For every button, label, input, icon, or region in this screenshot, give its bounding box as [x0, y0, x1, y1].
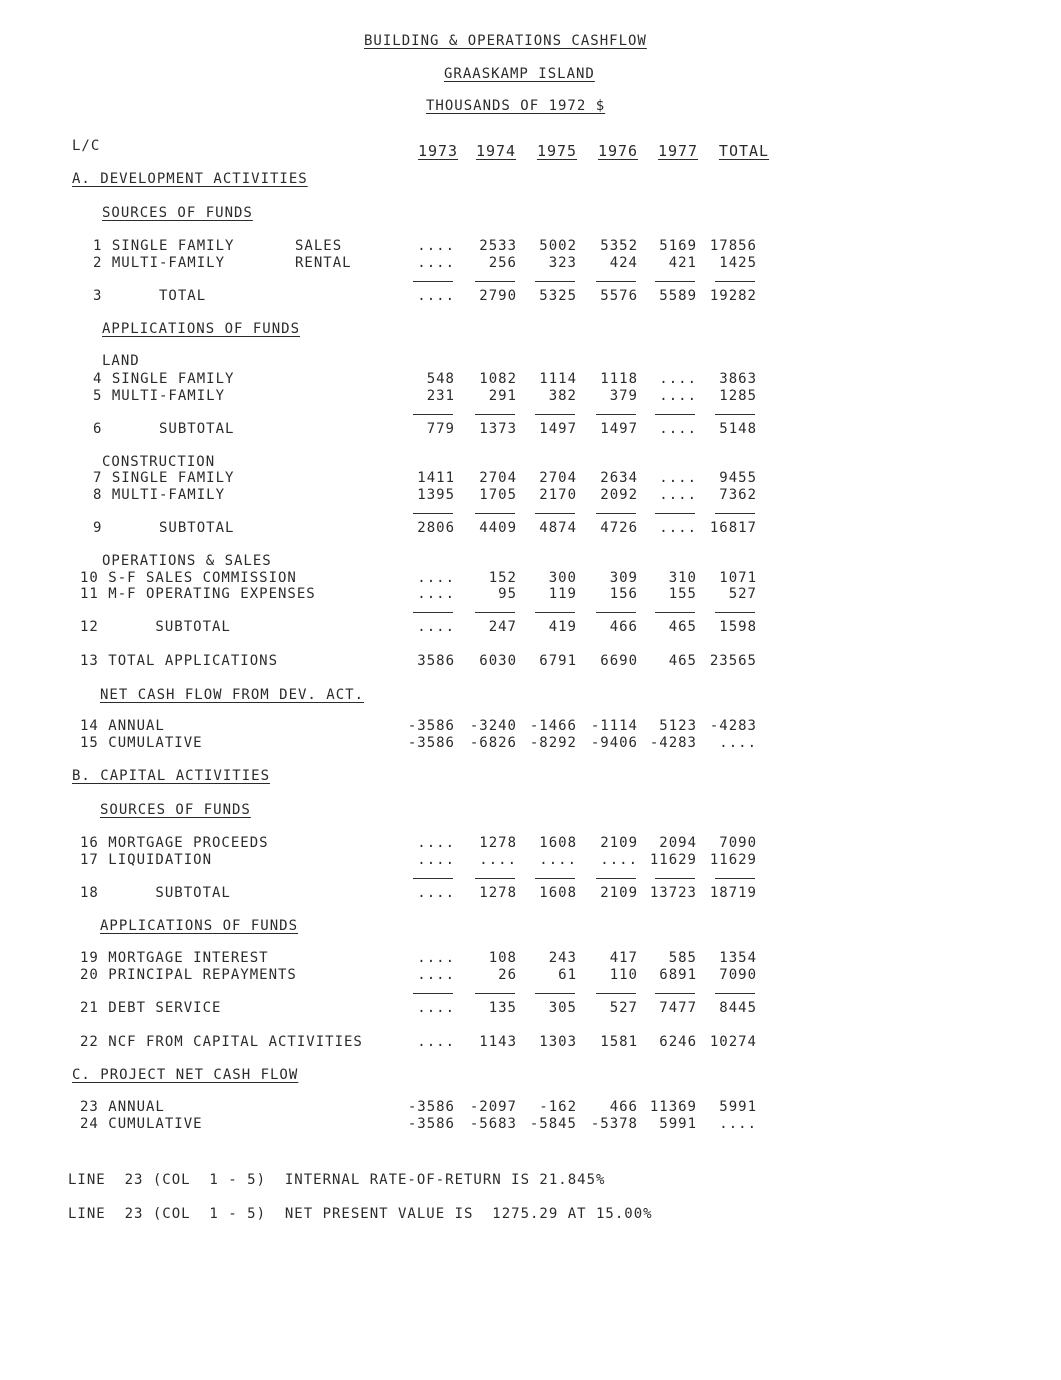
cell-row5-col1: 231: [426, 388, 455, 404]
sum-rule: [596, 281, 636, 282]
units-label: THOUSANDS OF 1972 $: [426, 98, 606, 114]
cell-row2-col5: 421: [668, 255, 697, 271]
row-12-label: 12 SUBTOTAL: [80, 619, 231, 635]
cell-row12-col2: 247: [488, 619, 517, 635]
row-16-label: 16 MORTGAGE PROCEEDS: [80, 835, 269, 851]
row-18-label: 18 SUBTOTAL: [80, 885, 231, 901]
cell-row11-col2: 95: [498, 586, 517, 602]
cell-row24-col4: -5378: [590, 1116, 638, 1132]
cell-row10-col6: 1071: [719, 570, 757, 586]
dev-applications-heading: APPLICATIONS OF FUNDS: [102, 321, 301, 337]
sum-rule: [535, 993, 575, 994]
cell-row8-col2: 1705: [479, 487, 517, 503]
cell-row13-col2: 6030: [479, 653, 517, 669]
sum-rule: [715, 513, 755, 514]
cell-row15-col2: -6826: [469, 735, 517, 751]
cell-row4-col2: 1082: [479, 371, 517, 387]
cell-row8-col6: 7362: [719, 487, 757, 503]
row-24-label: 24 CUMULATIVE: [80, 1116, 203, 1132]
cell-row3-col2: 2790: [479, 288, 517, 304]
cell-row3-col4: 5576: [600, 288, 638, 304]
sum-rule: [475, 612, 515, 613]
cell-row18-col1: ....: [417, 885, 455, 901]
lc-header: L/C: [72, 138, 101, 154]
row-6-label: 6 SUBTOTAL: [93, 421, 235, 437]
row-1-label: 1 SINGLE FAMILY: [93, 238, 235, 254]
cell-row23-col2: -2097: [469, 1099, 517, 1115]
cell-row13-col1: 3586: [417, 653, 455, 669]
row-20-label: 20 PRINCIPAL REPAYMENTS: [80, 967, 297, 983]
cell-row18-col2: 1278: [479, 885, 517, 901]
cell-row12-col1: ....: [417, 619, 455, 635]
cell-row3-col5: 5589: [659, 288, 697, 304]
sum-rule: [715, 878, 755, 879]
cell-row11-col4: 156: [609, 586, 638, 602]
cell-row10-col5: 310: [668, 570, 697, 586]
document-title: BUILDING & OPERATIONS CASHFLOW: [364, 33, 647, 49]
sum-rule: [715, 612, 755, 613]
row-3-label: 3 TOTAL: [93, 288, 207, 304]
sum-rule: [596, 612, 636, 613]
cell-row9-col2: 4409: [479, 520, 517, 536]
total-header: TOTAL: [718, 142, 770, 160]
cell-row7-col5: ....: [659, 470, 697, 486]
cell-row7-col6: 9455: [719, 470, 757, 486]
section-b-heading-text: B. CAPITAL ACTIVITIES: [72, 768, 271, 784]
section-b-heading: [72, 768, 270, 784]
net-cash-flow-heading: NET CASH FLOW FROM DEV. ACT.: [100, 687, 365, 703]
cell-row5-col6: 1285: [719, 388, 757, 404]
cell-row7-col3: 2704: [539, 470, 577, 486]
year-header-1973: 1973: [417, 142, 459, 160]
cell-row14-col1: -3586: [407, 718, 455, 734]
sum-rule: [413, 281, 453, 282]
cell-row14-col4: -1114: [590, 718, 638, 734]
cell-row11-col5: 155: [668, 586, 697, 602]
sum-rule: [475, 878, 515, 879]
sum-rule: [596, 878, 636, 879]
sum-rule: [535, 414, 575, 415]
year-header-1976: 1976: [597, 142, 639, 160]
cell-row6-col5: ....: [659, 421, 697, 437]
cell-row14-col6: -4283: [709, 718, 757, 734]
sum-rule: [715, 414, 755, 415]
cell-row1-col5: 5169: [659, 238, 697, 254]
cell-row20-col2: 26: [498, 967, 517, 983]
cell-row5-col5: ....: [659, 388, 697, 404]
cell-row1-col3: 5002: [539, 238, 577, 254]
sum-rule: [475, 281, 515, 282]
cell-row11-col6: 527: [728, 586, 757, 602]
cell-row13-col3: 6791: [539, 653, 577, 669]
row-10-label: 10 S-F SALES COMMISSION: [80, 570, 297, 586]
cell-row14-col3: -1466: [529, 718, 577, 734]
cell-row12-col6: 1598: [719, 619, 757, 635]
cell-row19-col5: 585: [668, 950, 697, 966]
sum-rule: [535, 281, 575, 282]
sum-rule: [655, 414, 695, 415]
sum-rule: [413, 513, 453, 514]
cell-row6-col1: 779: [426, 421, 455, 437]
cell-row7-col2: 2704: [479, 470, 517, 486]
sum-rule: [535, 513, 575, 514]
cell-row21-col4: 527: [609, 1000, 638, 1016]
cell-row20-col4: 110: [609, 967, 638, 983]
cell-row24-col1: -3586: [407, 1116, 455, 1132]
row-5-label: 5 MULTI-FAMILY: [93, 388, 226, 404]
cell-row18-col4: 2109: [600, 885, 638, 901]
row-2-label: 2 MULTI-FAMILY: [93, 255, 226, 271]
cell-row22-col3: 1303: [539, 1034, 577, 1050]
cell-row5-col4: 379: [609, 388, 638, 404]
cell-row15-col5: -4283: [649, 735, 697, 751]
cell-row6-col3: 1497: [539, 421, 577, 437]
cell-row1-col6: 17856: [709, 238, 757, 254]
sum-rule: [475, 414, 515, 415]
row-7-label: 7 SINGLE FAMILY: [93, 470, 235, 486]
cell-row10-col2: 152: [488, 570, 517, 586]
cell-row23-col1: -3586: [407, 1099, 455, 1115]
cell-row1-col2: 2533: [479, 238, 517, 254]
cell-row21-col2: 135: [488, 1000, 517, 1016]
cell-row13-col5: 465: [668, 653, 697, 669]
cell-row19-col4: 417: [609, 950, 638, 966]
year-header-1974: 1974: [475, 142, 517, 160]
cell-row9-col5: ....: [659, 520, 697, 536]
cell-row21-col6: 8445: [719, 1000, 757, 1016]
document-subtitle: GRAASKAMP ISLAND: [444, 66, 595, 82]
sum-rule: [413, 993, 453, 994]
cell-row20-col1: ....: [417, 967, 455, 983]
cell-row16-col5: 2094: [659, 835, 697, 851]
cell-row18-col5: 13723: [649, 885, 697, 901]
cell-row13-col4: 6690: [600, 653, 638, 669]
cell-row12-col3: 419: [548, 619, 577, 635]
cell-row4-col5: ....: [659, 371, 697, 387]
cell-row20-col5: 6891: [659, 967, 697, 983]
cell-row9-col4: 4726: [600, 520, 638, 536]
cell-row4-col3: 1114: [539, 371, 577, 387]
cell-row4-col1: 548: [426, 371, 455, 387]
capital-applications-heading: APPLICATIONS OF FUNDS: [100, 918, 299, 934]
cell-row22-col6: 10274: [709, 1034, 757, 1050]
cell-row2-col6: 1425: [719, 255, 757, 271]
cell-row12-col4: 466: [609, 619, 638, 635]
section-c-heading: [72, 1067, 298, 1083]
cell-row17-col4: ....: [600, 852, 638, 868]
cell-row7-col4: 2634: [600, 470, 638, 486]
sum-rule: [655, 878, 695, 879]
cell-row19-col6: 1354: [719, 950, 757, 966]
sum-rule: [596, 513, 636, 514]
row-1-label2: SALES: [295, 238, 343, 254]
cell-row1-col1: ....: [417, 238, 455, 254]
sum-rule: [413, 878, 453, 879]
row-17-label: 17 LIQUIDATION: [80, 852, 213, 868]
sum-rule: [596, 414, 636, 415]
year-header-1975: 1975: [536, 142, 578, 160]
cell-row19-col1: ....: [417, 950, 455, 966]
year-header-1977: 1977: [657, 142, 699, 160]
cell-row2-col2: 256: [488, 255, 517, 271]
cell-row15-col4: -9406: [590, 735, 638, 751]
sum-rule: [715, 281, 755, 282]
cell-row2-col1: ....: [417, 255, 455, 271]
dev-sources-heading: SOURCES OF FUNDS: [102, 205, 253, 221]
cell-row5-col3: 382: [548, 388, 577, 404]
sum-rule: [413, 414, 453, 415]
cell-row11-col3: 119: [548, 586, 577, 602]
cell-row6-col6: 5148: [719, 421, 757, 437]
cell-row18-col6: 18719: [709, 885, 757, 901]
cell-row15-col3: -8292: [529, 735, 577, 751]
cell-row12-col5: 465: [668, 619, 697, 635]
section-c-heading-text: C. PROJECT NET CASH FLOW: [72, 1067, 299, 1083]
sum-rule: [535, 612, 575, 613]
sum-rule: [535, 878, 575, 879]
cell-row20-col6: 7090: [719, 967, 757, 983]
cell-row21-col3: 305: [548, 1000, 577, 1016]
cell-row6-col2: 1373: [479, 421, 517, 437]
cell-row6-col4: 1497: [600, 421, 638, 437]
cell-row22-col2: 1143: [479, 1034, 517, 1050]
sum-rule: [655, 612, 695, 613]
cell-row10-col3: 300: [548, 570, 577, 586]
section-a-heading-text: A. DEVELOPMENT ACTIVITIES: [72, 171, 308, 187]
cell-row2-col3: 323: [548, 255, 577, 271]
cell-row23-col6: 5991: [719, 1099, 757, 1115]
row-4-label: 4 SINGLE FAMILY: [93, 371, 235, 387]
cell-row4-col6: 3863: [719, 371, 757, 387]
sum-rule: [655, 993, 695, 994]
cell-row3-col6: 19282: [709, 288, 757, 304]
row-21-label: 21 DEBT SERVICE: [80, 1000, 222, 1016]
cell-row23-col3: -162: [539, 1099, 577, 1115]
cell-row17-col5: 11629: [649, 852, 697, 868]
row-11-label: 11 M-F OPERATING EXPENSES: [80, 586, 316, 602]
cell-row1-col4: 5352: [600, 238, 638, 254]
cell-row13-col6: 23565: [709, 653, 757, 669]
row-9-label: 9 SUBTOTAL: [93, 520, 235, 536]
cell-row8-col1: 1395: [417, 487, 455, 503]
cell-row15-col6: ....: [719, 735, 757, 751]
land-heading: LAND: [102, 353, 140, 369]
row-19-label: 19 MORTGAGE INTEREST: [80, 950, 269, 966]
cell-row23-col5: 11369: [649, 1099, 697, 1115]
cell-row8-col3: 2170: [539, 487, 577, 503]
cell-row9-col3: 4874: [539, 520, 577, 536]
cell-row16-col3: 1608: [539, 835, 577, 851]
cell-row24-col2: -5683: [469, 1116, 517, 1132]
row-2-label2: RENTAL: [295, 255, 352, 271]
cell-row21-col5: 7477: [659, 1000, 697, 1016]
cell-row18-col3: 1608: [539, 885, 577, 901]
cell-row22-col4: 1581: [600, 1034, 638, 1050]
sum-rule: [475, 513, 515, 514]
cell-row10-col4: 309: [609, 570, 638, 586]
row-13-label: 13 TOTAL APPLICATIONS: [80, 653, 279, 669]
row-15-label: 15 CUMULATIVE: [80, 735, 203, 751]
capital-sources-heading: SOURCES OF FUNDS: [100, 802, 251, 818]
construction-heading: CONSTRUCTION: [102, 454, 216, 470]
npv-line: LINE 23 (COL 1 - 5) NET PRESENT VALUE IS 1275.29 AT 15.00%: [68, 1206, 653, 1222]
cell-row15-col1: -3586: [407, 735, 455, 751]
row-8-label: 8 MULTI-FAMILY: [93, 487, 226, 503]
sum-rule: [655, 513, 695, 514]
cell-row16-col1: ....: [417, 835, 455, 851]
cell-row22-col1: ....: [417, 1034, 455, 1050]
cell-row10-col1: ....: [417, 570, 455, 586]
ops-sales-heading: OPERATIONS & SALES: [102, 553, 272, 569]
cell-row22-col5: 6246: [659, 1034, 697, 1050]
cell-row16-col6: 7090: [719, 835, 757, 851]
row-22-label: 22 NCF FROM CAPITAL ACTIVITIES: [80, 1034, 363, 1050]
section-a-heading: [72, 171, 308, 187]
cell-row20-col3: 61: [558, 967, 577, 983]
cell-row17-col2: ....: [479, 852, 517, 868]
cell-row5-col2: 291: [488, 388, 517, 404]
sum-rule: [715, 993, 755, 994]
cell-row23-col4: 466: [609, 1099, 638, 1115]
cell-row17-col6: 11629: [709, 852, 757, 868]
irr-line: LINE 23 (COL 1 - 5) INTERNAL RATE-OF-RETURN IS 21.845%: [68, 1172, 606, 1188]
cell-row9-col1: 2806: [417, 520, 455, 536]
cell-row7-col1: 1411: [417, 470, 455, 486]
cell-row24-col3: -5845: [529, 1116, 577, 1132]
cell-row21-col1: ....: [417, 1000, 455, 1016]
cell-row8-col4: 2092: [600, 487, 638, 503]
cell-row14-col2: -3240: [469, 718, 517, 734]
cell-row17-col1: ....: [417, 852, 455, 868]
cell-row16-col2: 1278: [479, 835, 517, 851]
cell-row24-col6: ....: [719, 1116, 757, 1132]
cell-row17-col3: ....: [539, 852, 577, 868]
cell-row11-col1: ....: [417, 586, 455, 602]
sum-rule: [655, 281, 695, 282]
cell-row2-col4: 424: [609, 255, 638, 271]
cell-row9-col6: 16817: [709, 520, 757, 536]
cell-row3-col1: ....: [417, 288, 455, 304]
cell-row14-col5: 5123: [659, 718, 697, 734]
sum-rule: [413, 612, 453, 613]
cell-row24-col5: 5991: [659, 1116, 697, 1132]
cell-row4-col4: 1118: [600, 371, 638, 387]
cell-row3-col3: 5325: [539, 288, 577, 304]
cell-row16-col4: 2109: [600, 835, 638, 851]
sum-rule: [596, 993, 636, 994]
cell-row19-col3: 243: [548, 950, 577, 966]
row-23-label: 23 ANNUAL: [80, 1099, 165, 1115]
sum-rule: [475, 993, 515, 994]
cell-row19-col2: 108: [488, 950, 517, 966]
row-14-label: 14 ANNUAL: [80, 718, 165, 734]
cell-row8-col5: ....: [659, 487, 697, 503]
